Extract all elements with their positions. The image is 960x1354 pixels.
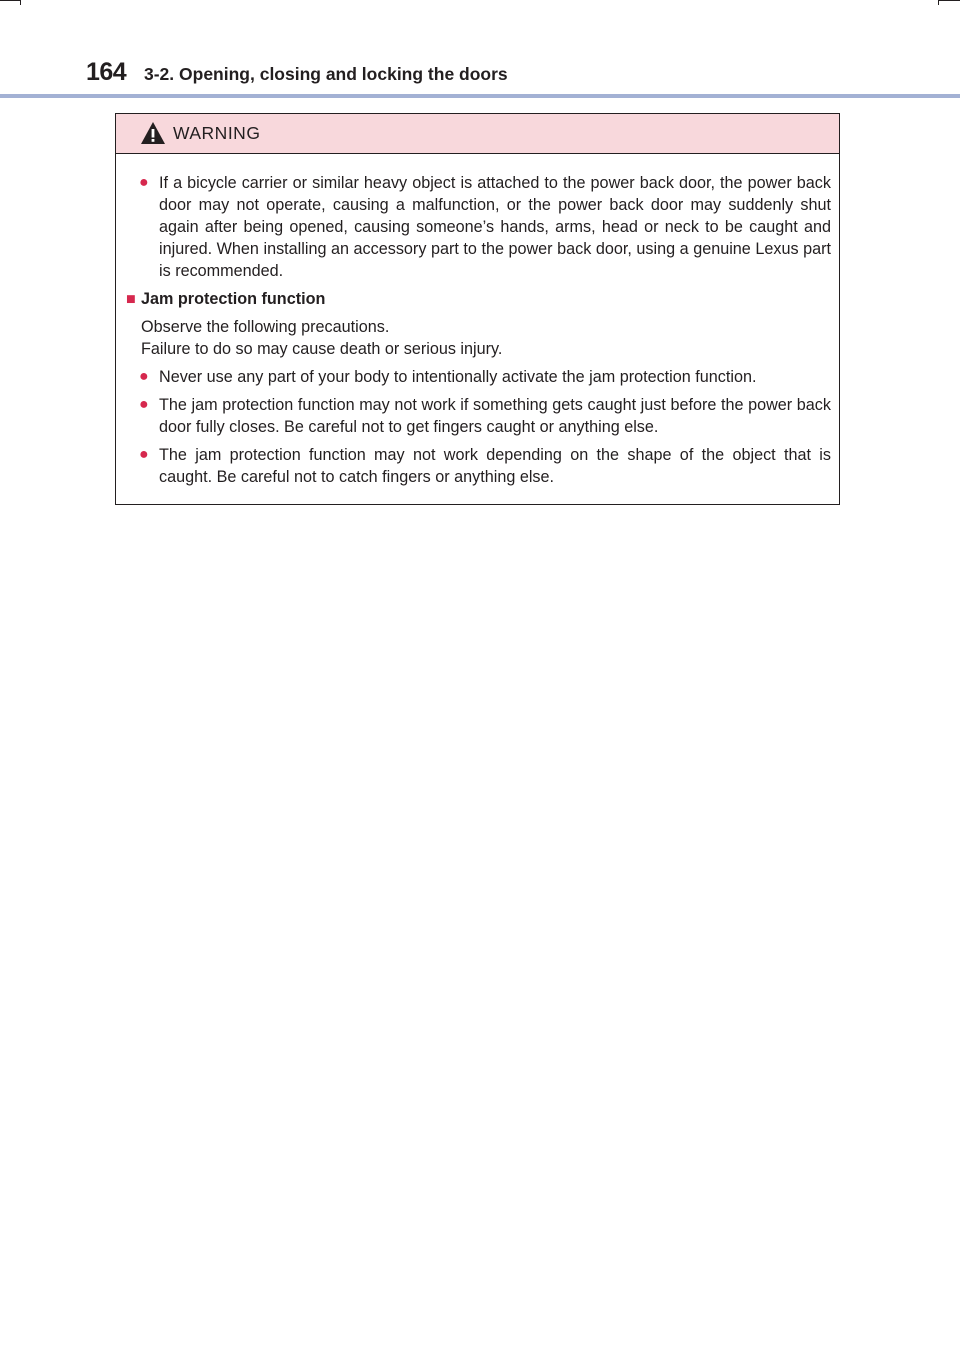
warning-body [116,154,839,488]
subheading [126,288,831,310]
list-item-text: The jam protection function may not work if something gets caught just before the power back door fully closes. Be careful not to get fingers caught or anything else. [159,396,831,436]
list-item [126,172,831,282]
page-header [0,0,960,100]
bullet-icon: ● [139,446,149,463]
bullet-icon: ● [139,368,149,385]
list-item [126,394,831,438]
page-number: 164 [86,58,127,86]
intro-line: Failure to do so may cause death or serious injury. [141,340,503,358]
section-title: 3-2. Opening, closing and locking the doors [144,64,508,84]
warning-title: WARNING [173,123,261,143]
intro-line: Observe the following precautions. [141,318,390,336]
warning-triangle-icon [140,121,166,145]
list-item-text: Never use any part of your body to intentionally activate the jam protection function. [159,368,757,386]
list-item-text: If a bicycle carrier or similar heavy object is attached to the power back door, the power back door may not operate, causing a malfunction, or the power back door may suddenly shut again after being opened, causing someone’s hands, arms, head or neck to be caught and injured. When installing an accessory part to the power back door, using a genuine Lexus part is recommended. [159,174,831,280]
list-item-text: The jam protection function may not work depending on the shape of the object that is caught. Be careful not to catch fingers or anything else. [159,446,831,486]
list-item [126,366,831,388]
list-item [126,444,831,488]
bullet-icon: ● [139,396,149,413]
intro-paragraph [126,316,831,360]
subheading-text: Jam protection function [141,290,326,308]
warning-box [115,113,840,505]
header-divider [0,94,960,98]
square-bullet-icon: ■ [126,290,136,308]
bullet-icon: ● [139,174,149,191]
warning-header [116,114,839,154]
